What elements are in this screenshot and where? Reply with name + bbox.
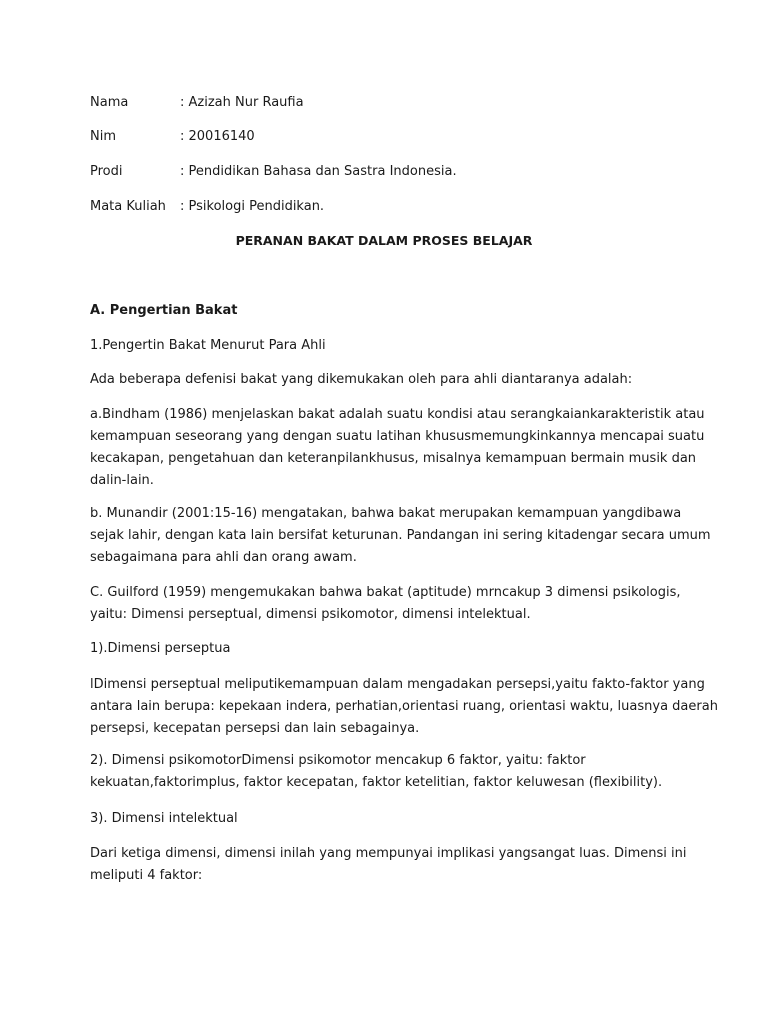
intro-paragraph: Ada beberapa defenisi bakat yang dikemukakan oleh para ahli diantaranya adalah: (90, 372, 633, 387)
paragraph-b (90, 503, 720, 569)
section-heading: A. Pengertian Bakat (90, 303, 238, 318)
paragraph-line: antara lain berupa: kepekaan indera, perhatian,orientasi ruang, orientasi waktu, luasnya daerah (90, 699, 718, 714)
paragraph-line: kemampuan seseorang yang dengan suatu latihan khususmemungkinkannya mencapai suatu (90, 429, 705, 444)
paragraph-line: kekuatan,faktorimplus, faktor kecepatan, faktor ketelitian, faktor keluwesan (flexibility). (90, 775, 663, 790)
paragraph-c (90, 582, 720, 626)
paragraph-line: kecakapan, pengetahuan dan keteranpilankhusus, misalnya kemampuan bermain musik dan (90, 451, 697, 466)
nama-value: : Azizah Nur Raufia (180, 95, 304, 110)
paragraph-a (90, 404, 720, 492)
paragraph-line: sejak lahir, dengan kata lain bersifat keturunan. Pandangan ini sering kitadengar secara umum (90, 528, 711, 543)
paragraph-line: yaitu: Dimensi perseptual, dimensi psikomotor, dimensi intelektual. (90, 607, 531, 622)
paragraph-line: persepsi, kecepatan persepsi dan lain sebagainya. (90, 721, 420, 736)
prodi-label: Prodi (90, 164, 123, 179)
matkul-label: Mata Kuliah (90, 199, 166, 214)
prodi-value: : Pendidikan Bahasa dan Sastra Indonesia. (180, 164, 457, 179)
dimension-2-text (90, 750, 720, 794)
dimension-1-text (90, 674, 720, 740)
document-title: PERANAN BAKAT DALAM PROSES BELAJAR (235, 233, 533, 248)
dimension-3-heading: 3). Dimensi intelektual (90, 811, 238, 826)
dimension-3-text (90, 843, 720, 887)
paragraph-line: b. Munandir (2001:15-16) mengatakan, bahwa bakat merupakan kemampuan yangdibawa (90, 506, 682, 521)
subsection-heading: 1.Pengertin Bakat Menurut Para Ahli (90, 338, 326, 353)
dimension-1-heading: 1).Dimensi perseptua (90, 641, 231, 656)
paragraph-line: meliputi 4 faktor: (90, 868, 203, 883)
nim-label: Nim (90, 129, 116, 144)
nim-value: : 20016140 (180, 129, 255, 144)
paragraph-line: Dari ketiga dimensi, dimensi inilah yang mempunyai implikasi yangsangat luas. Dimensi ini (90, 846, 687, 861)
matkul-value: : Psikologi Pendidikan. (180, 199, 325, 214)
paragraph-line: dalin-lain. (90, 473, 154, 488)
paragraph-line: a.Bindham (1986) menjelaskan bakat adalah suatu kondisi atau serangkaiankarakteristik atau (90, 407, 705, 422)
nama-label: Nama (90, 95, 129, 110)
paragraph-line: sebagaimana para ahli dan orang awam. (90, 550, 357, 565)
paragraph-line: 2). Dimensi psikomotorDimensi psikomotor mencakup 6 faktor, yaitu: faktor (90, 753, 586, 768)
paragraph-line: lDimensi perseptual meliputikemampuan dalam mengadakan persepsi,yaitu fakto-faktor yang (90, 677, 705, 692)
paragraph-line: C. Guilford (1959) mengemukakan bahwa bakat (aptitude) mrncakup 3 dimensi psikologis, (90, 585, 681, 600)
